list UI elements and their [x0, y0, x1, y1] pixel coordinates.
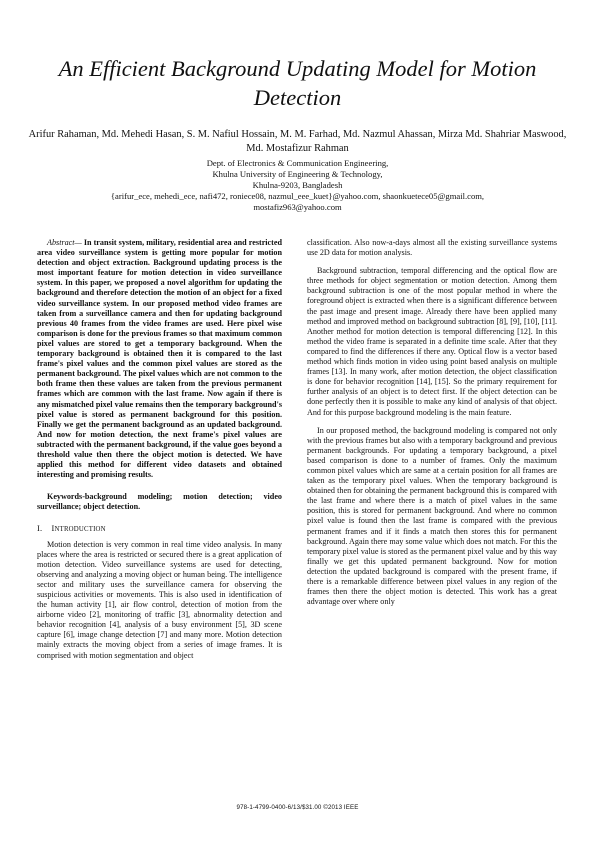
abstract-text: In transit system, military, residential area and restricted area video surveillance system is getting more popular for motion detection and object extraction. Background updating process is the most important feature for motion detection in video surveillance system. In this paper, we proposed a novel algorithm for updating the background and therefore detection the motion of an object for a fixed video surveillance system. In our proposed method video frames are taken from a surveillance camera and then for updating background previous 40 frames from the video frames are used. Here pixel wise comparison is done for the previous frames so that maximum common pixel values are stored to get a temporary background. When the temporary background is obtained then it is compared to the last frame's pixel values and the common pixel values are stored as the permanent background. The pixel values which are not common to the both frame then these values are taken from the previous permanent frames which are common with the last frame. Now again if there is any mismatched pixel value remains then the temporary background's pixel value is stored as permanent background for this position. Finally we get the permanent background as an updated background. And now for motion detection, the next frame's pixel values are subtracted with the permanent background, if the value goes beyond a threshold value then there the object motion is detected. We have applied this method for different video datasets and obtained interesting and promising results.: [37, 238, 282, 480]
affiliation-block: [60, 158, 535, 213]
affiliation-dept: Dept. of Electronics & Communication Engineering,: [206, 158, 389, 168]
intro-paragraph-continued: classification. Also now-a-days almost all the existing surveillance systems use 2D data for motion analysis.: [307, 238, 557, 258]
right-column: [307, 238, 557, 607]
affiliation-emails-cont: mostafiz963@yahoo.com: [253, 202, 342, 212]
intro-paragraph-3: In our proposed method, the background modeling is compared not only with the previous frames but also with a temporary background and previous permanent backgrounds. For updating a temporary background, a pixel based comparison is done to a number of frames. Only the maximum common pixel values which are same at a certain position for all frames are taken as the temporary pixel values. When the temporary background is obtained then for obtaining the permanent background this is compared with the last frame and where there is a match of pixel values in the same position, this is stored for permanent background. And where no common pixel value is found then the last frame is compared with the previous permanent frames and if it finds a match then stores this for permanent background. Again there may some value which does not match. For this the temporary pixel value is stored as the permanent pixel value and by this way finally we get this updated permanent background. Now for motion detection the updated background is compared with the present frame, if there is a remarkable difference between pixel values in any region of the frames then there the object motion is detected. This work has a great advantage over where only: [307, 425, 557, 607]
abstract-lead: Abstract—: [47, 238, 82, 247]
affiliation-university: Khulna University of Engineering & Technology,: [212, 169, 383, 179]
section-heading-introduction: [37, 524, 282, 535]
paper-title: An Efficient Background Updating Model for Motion Detection: [58, 56, 537, 110]
section-title-rest: NTRODUCTION: [54, 526, 106, 534]
intro-paragraph-1: Motion detection is very common in real time video analysis. In many places where the area is restricted or secured there is a great application of motion detection. Video surveillance systems are used for detecting, observing and analyzing a moving object or human being. The intelligence sector and military uses the surveillance camera for observing the suspicious activities or movements. This is also used in identification of the human activity [1], air flow control, detection of motion from the airborne video [2], monitoring of traffic [3], abnormality detection and behavior recognition [4], analysis of a busy environment [5], 3D scene capture [6], image change detection [7] and many more. Motion detection mainly extracts the moving object from a series of image frames. It is comprised with motion segmentation and object: [37, 539, 282, 660]
affiliation-emails: {arifur_ece, mehedi_ece, nafi472, roniece08, nazmul_eee_kuet}@yahoo.com, shaonkuetece05@gmail.com,: [110, 191, 485, 201]
copyright-footer: 978-1-4799-0400-6/13/$31.00 ©2013 IEEE: [236, 804, 359, 811]
section-number: I.: [37, 524, 43, 534]
affiliation-city: Khulna-9203, Bangladesh: [252, 180, 343, 190]
left-column: [37, 238, 282, 661]
section-title-initial: I: [51, 524, 55, 534]
author-list: Arifur Rahaman, Md. Mehedi Hasan, S. M. Nafiul Hossain, M. M. Farhad, Md. Nazmul Ahassan, Mirza Md. Shahriar Maswood, Md. Mostafizur Rahman: [28, 129, 567, 154]
abstract: [37, 238, 282, 480]
intro-paragraph-2: Background subtraction, temporal differencing and the optical flow are three methods for object segmentation or motion detection. Among them background subtraction is one of the most popular method in where the foreground object is extracted when there is a significant difference between the past image and present image. Already there have been applied many method and improved method on background subtraction [8], [9], [10], [11]. Another method for motion detection is temporal differencing [12]. In this method the video frame is separated in a definite time scale. After that they compared to find the differences if there any. Optical flow is a vector based method which finds motion in video using point based analysis on multiple frames [13]. In many work, after motion detection, the object classification is done for behavior recognition [14], [15]. So the primary requirement for further analysis of an object is to detect first. If the object detection can be done perfectly then it is possible to make any kind of analysis of that object. And for this purpose background modeling is the main feature.: [307, 266, 557, 417]
keywords: Keywords-background modeling; motion detection; video surveillance; object detection.: [37, 492, 282, 512]
